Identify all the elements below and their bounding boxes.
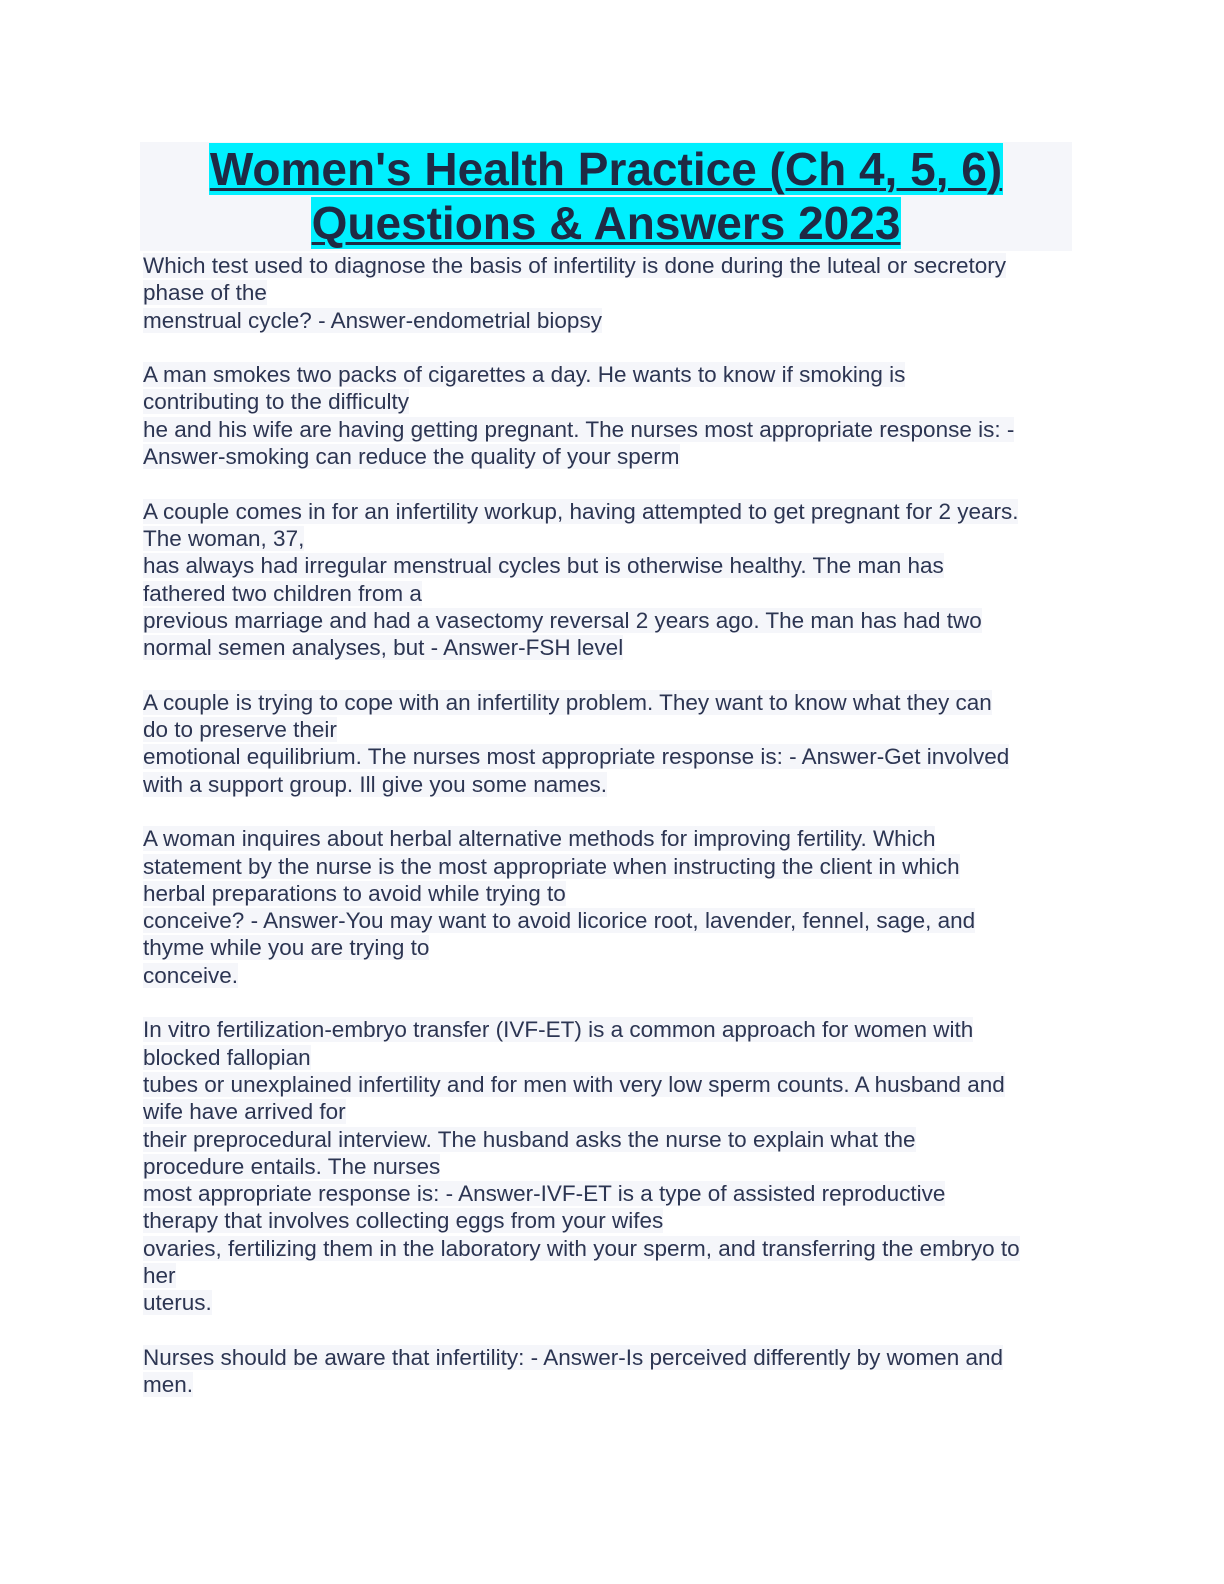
qa-line	[143, 1126, 1083, 1153]
paragraph-gap	[143, 798, 1083, 825]
qa-line	[143, 771, 1083, 798]
qa-line-text: Which test used to diagnose the basis of infertility is done during the luteal or secretory	[143, 253, 1006, 278]
qa-line	[143, 689, 1083, 716]
qa-line	[143, 443, 1083, 470]
qa-line	[143, 525, 1083, 552]
qa-line	[143, 853, 1083, 880]
document-title	[140, 142, 1072, 251]
qa-line-text: A woman inquires about herbal alternative methods for improving fertility. Which	[143, 826, 936, 852]
qa-line-text: emotional equilibrium. The nurses most appropriate response is: - Answer-Get involved	[143, 744, 1010, 770]
qa-line	[143, 1262, 1083, 1289]
qa-line	[143, 1207, 1083, 1234]
qa-line-text: has always had irregular menstrual cycles but is otherwise healthy. The man has	[143, 553, 944, 579]
qa-line-text: therapy that involves collecting eggs from your wifes	[143, 1208, 664, 1234]
qa-line-text: statement by the nurse is the most appropriate when instructing the client in which	[143, 853, 960, 879]
paragraph-gap	[143, 661, 1083, 688]
qa-line	[143, 252, 1083, 279]
qa-line	[143, 307, 1083, 334]
paragraph-gap	[143, 989, 1083, 1016]
qa-item	[143, 361, 1083, 470]
qa-line-text: with a support group. Ill give you some names.	[143, 771, 607, 797]
qa-line	[143, 498, 1083, 525]
qa-line	[143, 580, 1083, 607]
qa-line	[143, 1180, 1083, 1207]
qa-line-text: In vitro fertilization-embryo transfer (IVF-ET) is a common approach for women with	[143, 1017, 974, 1043]
qa-line-text: most appropriate response is: - Answer-IVF-ET is a type of assisted reproductive	[143, 1181, 946, 1207]
qa-line-text: previous marriage and had a vasectomy reversal 2 years ago. The man has had two	[143, 607, 982, 633]
qa-line-text: do to preserve their	[143, 717, 337, 743]
qa-line	[143, 1044, 1083, 1071]
paragraph-gap	[143, 334, 1083, 361]
qa-line	[143, 552, 1083, 579]
qa-line	[143, 1153, 1083, 1180]
qa-line	[143, 1071, 1083, 1098]
qa-line-text: normal semen analyses, but - Answer-FSH level	[143, 635, 624, 661]
qa-item	[143, 825, 1083, 989]
qa-line	[143, 716, 1083, 743]
paragraph-gap	[143, 1317, 1083, 1344]
qa-line-text: their preprocedural interview. The husband asks the nurse to explain what the	[143, 1126, 916, 1152]
title-line-1	[140, 142, 1072, 196]
paragraph-gap	[143, 470, 1083, 497]
qa-line	[143, 1344, 1083, 1371]
title-line-2-text: Questions & Answers 2023	[311, 197, 901, 249]
qa-line-text: her	[143, 1262, 176, 1288]
qa-line-text: A couple comes in for an infertility workup, having attempted to get pregnant for 2 years.	[143, 498, 1019, 524]
qa-line	[143, 416, 1083, 443]
qa-item	[143, 252, 1083, 334]
qa-line-text: wife have arrived for	[143, 1099, 346, 1125]
qa-line	[143, 1016, 1083, 1043]
qa-line-text: Nurses should be aware that infertility: - Answer-Is perceived differently by women and	[143, 1344, 1003, 1370]
qa-line	[143, 880, 1083, 907]
qa-line	[143, 743, 1083, 770]
qa-item	[143, 689, 1083, 798]
qa-line	[143, 1371, 1083, 1398]
qa-line-text: contributing to the difficulty	[143, 389, 409, 415]
qa-line-text: A couple is trying to cope with an infertility problem. They want to know what they can	[143, 689, 992, 715]
qa-line	[143, 607, 1083, 634]
qa-line-text: fathered two children from a	[143, 580, 422, 606]
qa-line-text: blocked fallopian	[143, 1044, 311, 1070]
qa-line-text: men.	[143, 1372, 194, 1398]
title-line-1-text: Women's Health Practice (Ch 4, 5, 6)	[209, 143, 1003, 195]
qa-line-text: Answer-smoking can reduce the quality of your sperm	[143, 444, 680, 470]
qa-line-text: herbal preparations to avoid while trying to	[143, 880, 566, 906]
qa-line-text: uterus.	[143, 1290, 212, 1316]
qa-line	[143, 1098, 1083, 1125]
title-line-2	[140, 196, 1072, 250]
qa-line-text: he and his wife are having getting pregnant. The nurses most appropriate response is: -	[143, 416, 1015, 442]
qa-list	[143, 252, 1083, 1398]
qa-line-text: procedure entails. The nurses	[143, 1153, 441, 1179]
qa-line	[143, 1289, 1083, 1316]
qa-line	[143, 825, 1083, 852]
qa-line	[143, 1235, 1083, 1262]
qa-line	[143, 907, 1083, 934]
qa-line	[143, 388, 1083, 415]
qa-item	[143, 498, 1083, 662]
qa-line-text: phase of the	[143, 280, 267, 306]
qa-line	[143, 279, 1083, 306]
qa-line-text: conceive.	[143, 962, 239, 988]
qa-line-text: conceive? - Answer-You may want to avoid licorice root, lavender, fennel, sage, and	[143, 908, 976, 934]
qa-line	[143, 361, 1083, 388]
qa-line-text: thyme while you are trying to	[143, 935, 430, 961]
qa-line-text: menstrual cycle? - Answer-endometrial biopsy	[143, 307, 602, 333]
qa-line	[143, 634, 1083, 661]
qa-item	[143, 1344, 1083, 1399]
qa-line-text: A man smokes two packs of cigarettes a day. He wants to know if smoking is	[143, 362, 906, 388]
qa-line-text: The woman, 37,	[143, 525, 305, 551]
qa-line-text: tubes or unexplained infertility and for men with very low sperm counts. A husband and	[143, 1071, 1005, 1097]
qa-line-text: ovaries, fertilizing them in the laboratory with your sperm, and transferring the embryo to	[143, 1235, 1020, 1261]
qa-line	[143, 934, 1083, 961]
qa-item	[143, 1016, 1083, 1316]
qa-line	[143, 962, 1083, 989]
